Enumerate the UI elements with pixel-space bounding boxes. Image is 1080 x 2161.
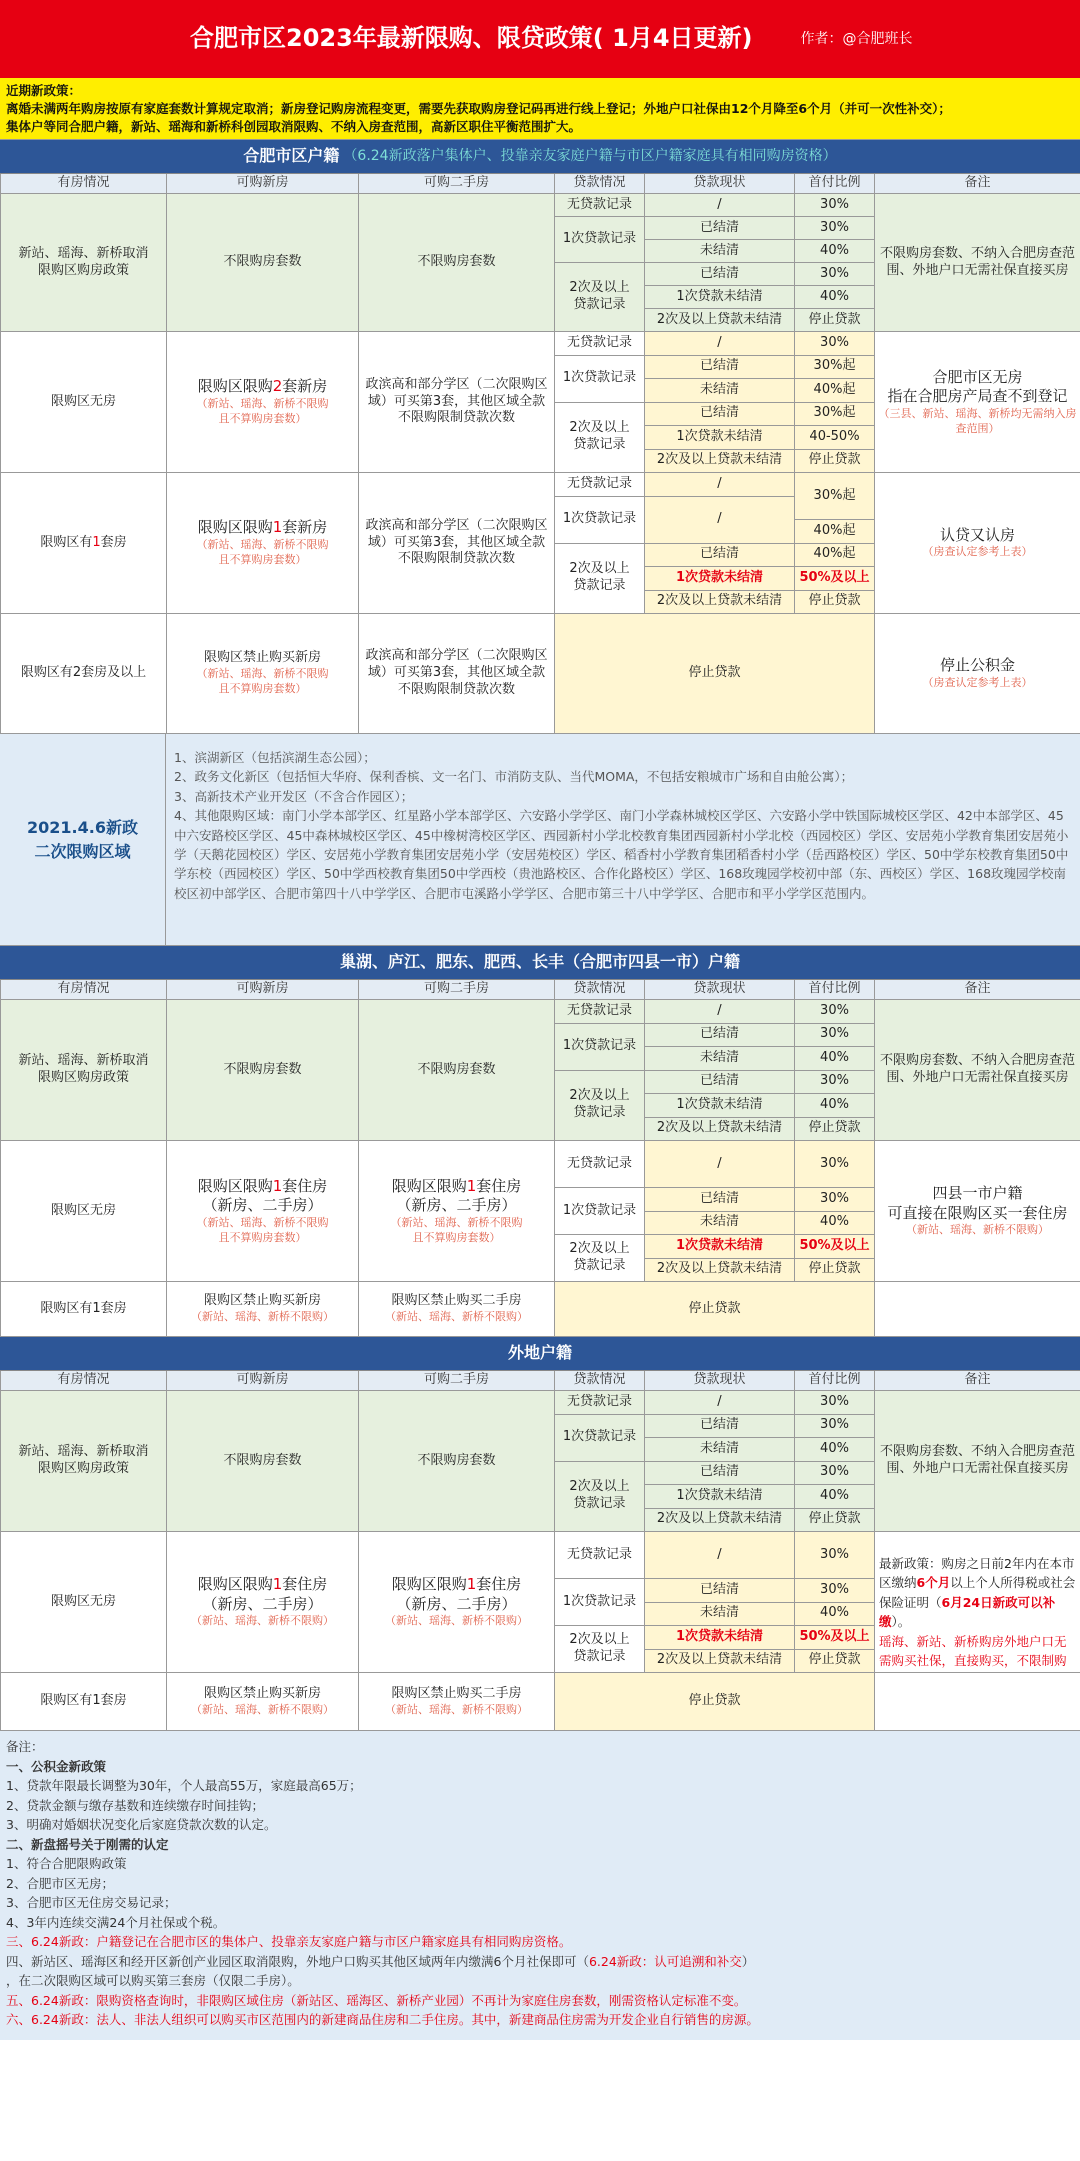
loan-once: 1次贷款记录 <box>555 356 645 403</box>
remark-cell: 不限购房套数、不纳入合肥房查范围、外地户口无需社保直接买房 <box>875 1000 1080 1141</box>
second-house-cell <box>359 1141 555 1282</box>
notes-item: ，在二次限购区域可以购买第三套房（仅限二手房）。 <box>6 1973 300 1988</box>
remark-text: ）。 <box>891 1614 911 1630</box>
new-limit-text: 限购区限购 <box>197 518 273 537</box>
down-payment: 30% <box>795 1141 875 1188</box>
loan-status: / <box>645 1532 795 1579</box>
down-payment: 50%及以上 <box>795 567 875 591</box>
col-header: 可购二手房 <box>359 174 555 194</box>
second-house-note: （新站、瑶海、新桥不限购） <box>385 1310 528 1324</box>
down-payment: 30% <box>795 1071 875 1095</box>
loan-status: 已结清 <box>645 1188 795 1212</box>
down-payment: 40% <box>795 1047 875 1071</box>
loan-status: 2次及以上贷款未结清 <box>645 1650 795 1674</box>
title-bar <box>0 0 1080 78</box>
loan-status: 1次贷款未结清 <box>645 1626 795 1650</box>
col-header: 可购新房 <box>167 174 359 194</box>
down-payment: 30% <box>795 1024 875 1048</box>
second-house-cell: 不限购房套数 <box>359 1391 555 1532</box>
down-payment: 停止贷款 <box>795 309 875 332</box>
zone-item: 3、高新技术产业开发区（不含合作园区）； <box>174 788 414 804</box>
loan-twice: 2次及以上 贷款记录 <box>555 1071 645 1142</box>
stop-loan-cell: 停止贷款 <box>555 614 875 734</box>
new-limit-count: 2 <box>272 377 283 396</box>
second-limit-text: 限购区限购 <box>391 1176 467 1195</box>
remark-highlight: 6个月 <box>916 1575 951 1591</box>
down-payment: 40%起 <box>795 520 875 544</box>
down-payment: 30% <box>795 332 875 356</box>
new-limit-unit: 套住房 <box>282 1176 328 1195</box>
second-house-sub: （新房、二手房） <box>396 1196 517 1215</box>
notes-item: 3、明确对婚姻状况变化后家庭贷款次数的认定。 <box>6 1817 277 1832</box>
col-header: 可购二手房 <box>359 1371 555 1391</box>
second-limit-text: 限购区限购 <box>391 1575 467 1594</box>
new-house-cell: 不限购房套数 <box>167 1000 359 1141</box>
loan-status: / <box>645 497 795 544</box>
notes-item: 3、合肥市区无住房交易记录； <box>6 1895 177 1910</box>
loan-status: 2次及以上贷款未结清 <box>645 1259 795 1283</box>
col-header: 有房情况 <box>1 1371 167 1391</box>
down-payment: 40% <box>795 1094 875 1118</box>
status-cell: 限购区有1套房 <box>1 1282 167 1337</box>
new-house-text: 限购区禁止购买新房 <box>203 1685 321 1701</box>
loan-status: 未结清 <box>645 379 795 403</box>
status-cell: 新站、瑶海、新桥取消 限购区购房政策 <box>1 1000 167 1141</box>
loan-status: 已结清 <box>645 356 795 380</box>
down-payment: 40% <box>795 1603 875 1627</box>
remark-line: 停止公积金 <box>939 656 1015 675</box>
down-payment: 30% <box>795 217 875 240</box>
zone-item: 4、其他限购区域：南门小学本部学区、红星路小学本部学区、六安路小学学区、南门小学森林城校区学区、六安路小学中铁国际城校区学区、42中本部学区、45中六安路校区学区、45中森林城校区学区、45中橡树湾校区学区、西园新村小学北校教育集团西园新村小学北校（西园校区）学区、安居苑小学教育集团安居苑小学（天鹅花园校区）学区、安居苑小学教育集团安居苑小学（安居苑校区）学区、稻香村小学教育集团稻香村小学（岳西路校区）学区、50中学东校教育集团50中学东校（西园校区）学区、50中学西校教育集团50中学西校（贵池路校区、合作化路校区）学区、168玫瑰园学校初中部（东、西校区）学区、168玫瑰园学校南校区初中部学区、合肥市第四十八中学学区、合肥市屯溪路小学学区、合肥市第三十八中学学区、合肥市和平小学学区范围内。 <box>174 808 1069 901</box>
down-payment: 30%起 <box>795 473 875 520</box>
second-house-text: 限购区禁止购买二手房 <box>391 1685 522 1701</box>
status-cell: 限购区无房 <box>1 332 167 473</box>
down-payment: 30%起 <box>795 356 875 380</box>
zone-label: 2021.4.6新政 二次限购区域 <box>0 734 166 945</box>
new-house-cell <box>167 332 359 473</box>
notes-item: 2、合肥市区无房； <box>6 1875 114 1891</box>
new-limit-unit: 套新房 <box>282 518 328 537</box>
second-limit-unit: 套住房 <box>476 1176 522 1195</box>
loan-status: 2次及以上贷款未结清 <box>645 450 795 474</box>
notes-item: 2、贷款金额与缴存基数和连续缴存时间挂钩； <box>6 1797 264 1813</box>
second-house-cell: 政滨高和部分学区（二次限购区域）可买第3套，其他区域全款不限购限制贷款次数 <box>359 332 555 473</box>
down-payment: 停止贷款 <box>795 591 875 615</box>
col-header: 有房情况 <box>1 980 167 1000</box>
down-payment: 30% <box>795 1391 875 1415</box>
loan-none: 无贷款记录 <box>555 1000 645 1024</box>
loan-once: 1次贷款记录 <box>555 1415 645 1462</box>
loan-none: 无贷款记录 <box>555 1391 645 1415</box>
hefei-table <box>0 174 1080 734</box>
new-limit-count: 1 <box>272 518 283 537</box>
remark-cell <box>875 614 1080 734</box>
status-text: 限购区有 <box>40 534 93 550</box>
page-title: 合肥市区2023年最新限购、限贷政策( 1月4日更新) <box>190 24 753 53</box>
loan-status: 已结清 <box>645 217 795 240</box>
notice-box <box>0 78 1080 140</box>
loan-status: 1次贷款未结清 <box>645 426 795 450</box>
notice-line-1: 离婚未满两年购房按原有家庭套数计算规定取消；新房登记购房流程变更，需要先获取购房登记码再进行线上登记；外地户口社保由12个月降至6个月（并可一次性补交）； <box>6 101 951 117</box>
zone-item: 1、滨湖新区（包括滨湖生态公园）； <box>174 750 376 765</box>
second-limit-unit: 套住房 <box>476 1575 522 1594</box>
new-limit-unit: 套新房 <box>282 377 328 396</box>
down-payment: 40%起 <box>795 544 875 568</box>
new-house-cell <box>167 473 359 614</box>
remark-cell <box>875 1141 1080 1282</box>
status-cell: 限购区有2套房及以上 <box>1 614 167 734</box>
down-payment: 40% <box>795 1485 875 1509</box>
col-header: 首付比例 <box>795 1371 875 1391</box>
notes-item: 1、贷款年限最长调整为30年，个人最高55万，家庭最高65万； <box>6 1778 362 1793</box>
loan-twice: 2次及以上 贷款记录 <box>555 544 645 615</box>
status-unit: 套房 <box>100 534 127 550</box>
notes-item: 三、6.24新政：户籍登记在合肥市区的集体户、投靠亲友家庭户籍与市区户籍家庭具有相同购房资格。 <box>6 1934 572 1949</box>
section-header-hefei <box>0 140 1080 174</box>
loan-status: 1次贷款未结清 <box>645 567 795 591</box>
notes-heading: 二、新盘摇号关于刚需的认定 <box>6 1836 169 1852</box>
section-header-counties <box>0 946 1080 980</box>
new-house-text: 限购区禁止购买新房 <box>203 650 321 666</box>
down-payment: 30% <box>795 1188 875 1212</box>
loan-status: 2次及以上贷款未结清 <box>645 1509 795 1533</box>
col-header: 备注 <box>875 174 1080 194</box>
stop-loan-cell: 停止贷款 <box>555 1282 875 1337</box>
remark-note: （房查认定参考上表） <box>922 675 1033 689</box>
new-house-note: （新站、瑶海、新桥不限购） <box>191 1702 334 1716</box>
second-house-note: （新站、瑶海、新桥不限购） <box>385 1702 528 1716</box>
loan-none: 无贷款记录 <box>555 473 645 497</box>
loan-status: 已结清 <box>645 403 795 427</box>
col-header: 可购新房 <box>167 980 359 1000</box>
status-cell: 限购区无房 <box>1 1532 167 1673</box>
new-house-note: （新站、瑶海、新桥不限购 且不算购房套数） <box>196 396 329 425</box>
new-house-cell <box>167 1282 359 1337</box>
notes-text: ） <box>741 1953 755 1969</box>
new-house-cell: 不限购房套数 <box>167 194 359 332</box>
loan-status: 1次贷款未结清 <box>645 1485 795 1509</box>
down-payment: 50%及以上 <box>795 1235 875 1259</box>
down-payment: 30% <box>795 1579 875 1603</box>
loan-status: 已结清 <box>645 1579 795 1603</box>
down-payment: 30% <box>795 1462 875 1486</box>
down-payment: 30% <box>795 263 875 286</box>
remark-line: 四县一市户籍 <box>932 1184 1023 1203</box>
col-header: 贷款现状 <box>645 980 795 1000</box>
down-payment: 停止贷款 <box>795 450 875 474</box>
second-limit-count: 1 <box>466 1575 477 1594</box>
second-house-text: 限购区禁止购买二手房 <box>391 1293 522 1309</box>
loan-status: / <box>645 1391 795 1415</box>
down-payment: 停止贷款 <box>795 1118 875 1142</box>
remark-red-note: 瑶海、新站、新桥购房外地户口无需购买社保，直接购买，不限制购 <box>879 1633 1067 1668</box>
new-house-cell <box>167 1673 359 1731</box>
loan-status: 未结清 <box>645 240 795 263</box>
remark-text: 以上个人所得税或社会保险证明（ <box>879 1575 1076 1610</box>
section-title: 外地户籍 <box>507 1343 572 1363</box>
remark-cell <box>875 1282 1080 1337</box>
status-cell <box>1 473 167 614</box>
new-limit-unit: 套住房 <box>282 1575 328 1594</box>
loan-once: 1次贷款记录 <box>555 217 645 263</box>
loan-none: 无贷款记录 <box>555 1141 645 1188</box>
remark-cell <box>875 1673 1080 1731</box>
remark-cell <box>875 1532 1080 1673</box>
loan-status: / <box>645 473 795 497</box>
second-limit-count: 1 <box>466 1176 477 1195</box>
loan-status: 未结清 <box>645 1438 795 1462</box>
col-header: 首付比例 <box>795 174 875 194</box>
down-payment: 30% <box>795 1000 875 1024</box>
remark-line: 认贷又认房 <box>939 525 1015 544</box>
down-payment: 40-50% <box>795 426 875 450</box>
section-header-nonlocal <box>0 1337 1080 1371</box>
loan-once: 1次贷款记录 <box>555 1188 645 1235</box>
new-limit-text: 限购区限购 <box>197 1176 273 1195</box>
col-header: 贷款现状 <box>645 1371 795 1391</box>
down-payment: 30%起 <box>795 403 875 427</box>
loan-once: 1次贷款记录 <box>555 1579 645 1626</box>
col-header: 贷款情况 <box>555 174 645 194</box>
nonlocal-table <box>0 1371 1080 1731</box>
notes-section <box>0 1731 1080 2040</box>
notes-highlight: 6.24新政：认可追溯和补交 <box>588 1953 742 1969</box>
remark-line: 可直接在限购区买一套住房 <box>887 1203 1068 1222</box>
stop-loan-cell: 停止贷款 <box>555 1673 875 1731</box>
status-cell: 新站、瑶海、新桥取消 限购区购房政策 <box>1 1391 167 1532</box>
new-limit-text: 限购区限购 <box>197 377 273 396</box>
col-header: 可购新房 <box>167 1371 359 1391</box>
new-house-cell <box>167 1141 359 1282</box>
col-header: 贷款现状 <box>645 174 795 194</box>
loan-status: / <box>645 1141 795 1188</box>
notes-text: 四、新站区、瑶海区和经开区新创产业园区取消限购，外地户口购买其他区域两年内缴满6个月社保即可（ <box>6 1953 589 1969</box>
loan-status: 已结清 <box>645 1071 795 1095</box>
loan-twice: 2次及以上 贷款记录 <box>555 403 645 474</box>
new-limit-text: 限购区限购 <box>197 1575 273 1594</box>
loan-status: / <box>645 1000 795 1024</box>
new-house-note: （新站、瑶海、新桥不限购 且不算购房套数） <box>196 1215 329 1244</box>
col-header: 备注 <box>875 1371 1080 1391</box>
loan-status: / <box>645 194 795 217</box>
col-header: 贷款情况 <box>555 980 645 1000</box>
notice-line-2: 集体户等同合肥户籍，新站、瑶海和新桥科创园取消限购、不纳入房查范围，高新区职住平衡范围扩大。 <box>6 119 582 135</box>
new-limit-count: 1 <box>272 1575 283 1594</box>
loan-twice: 2次及以上 贷款记录 <box>555 263 645 332</box>
down-payment: 50%及以上 <box>795 1626 875 1650</box>
second-house-note: （新站、瑶海、新桥不限购） <box>385 1614 528 1628</box>
author-label: 作者：@合肥班长 <box>800 30 913 47</box>
second-house-cell <box>359 1673 555 1731</box>
section-subtitle: （6.24新政落户集体户、投靠亲友家庭户籍与市区户籍家庭具有相同购房资格） <box>343 148 837 165</box>
notice-title: 近期新政策： <box>6 83 82 98</box>
down-payment: 40% <box>795 1212 875 1236</box>
loan-status: 已结清 <box>645 1462 795 1486</box>
loan-none: 无贷款记录 <box>555 1532 645 1579</box>
down-payment: 30% <box>795 1415 875 1439</box>
remark-note: （房查认定参考上表） <box>922 545 1033 559</box>
col-header: 贷款情况 <box>555 1371 645 1391</box>
col-header: 首付比例 <box>795 980 875 1000</box>
section-title: 合肥市区户籍 <box>243 146 340 166</box>
down-payment: 停止贷款 <box>795 1259 875 1283</box>
new-house-cell: 不限购房套数 <box>167 1391 359 1532</box>
zone-list <box>166 734 1080 945</box>
loan-status: 已结清 <box>645 1415 795 1439</box>
down-payment: 停止贷款 <box>795 1650 875 1674</box>
notes-heading: 一、公积金新政策 <box>6 1758 107 1774</box>
status-cell: 新站、瑶海、新桥取消 限购区购房政策 <box>1 194 167 332</box>
loan-once: 1次贷款记录 <box>555 1024 645 1071</box>
loan-status: 已结清 <box>645 1024 795 1048</box>
loan-status: 未结清 <box>645 1047 795 1071</box>
loan-status: 已结清 <box>645 263 795 286</box>
remark-cell: 不限购房套数、不纳入合肥房查范围、外地户口无需社保直接买房 <box>875 194 1080 332</box>
loan-none: 无贷款记录 <box>555 332 645 356</box>
notes-item: 4、3年内连续交满24个月社保或个税。 <box>6 1914 226 1930</box>
loan-twice: 2次及以上 贷款记录 <box>555 1462 645 1533</box>
new-house-sub: （新房、二手房） <box>202 1594 323 1613</box>
loan-twice: 2次及以上 贷款记录 <box>555 1235 645 1282</box>
new-house-cell <box>167 1532 359 1673</box>
down-payment: 停止贷款 <box>795 1509 875 1533</box>
new-house-note: （新站、瑶海、新桥不限购 且不算购房套数） <box>196 667 329 695</box>
remark-note: （三县、新站、瑶海、新桥均无需纳入房查范围） <box>878 406 1077 435</box>
loan-status: 未结清 <box>645 1603 795 1627</box>
status-count: 1 <box>92 534 101 550</box>
notes-item: 六、6.24新政：法人、非法人组织可以购买市区范围内的新建商品住房和二手住房。其中，新建商品住房需为开发企业自行销售的房源。 <box>6 2012 759 2027</box>
notes-title: 备注： <box>6 1739 44 1754</box>
second-house-cell <box>359 1532 555 1673</box>
remark-cell: 不限购房套数、不纳入合肥房查范围、外地户口无需社保直接买房 <box>875 1391 1080 1532</box>
down-payment: 40%起 <box>795 379 875 403</box>
section-title: 巢湖、庐江、肥东、肥西、长丰（合肥市四县一市）户籍 <box>339 952 740 972</box>
loan-status: 2次及以上贷款未结清 <box>645 591 795 615</box>
loan-status: 未结清 <box>645 1212 795 1236</box>
remark-note: （新站、瑶海、新桥不限购） <box>906 1223 1049 1237</box>
down-payment: 30% <box>795 194 875 217</box>
second-house-cell: 政滨高和部分学区（二次限购区域）可买第3套，其他区域全款不限购限制贷款次数 <box>359 614 555 734</box>
loan-status: 已结清 <box>645 544 795 568</box>
new-house-text: 限购区禁止购买新房 <box>203 1293 321 1309</box>
second-house-cell: 不限购房套数 <box>359 194 555 332</box>
second-limit-zone <box>0 734 1080 946</box>
remark-text: 最新政策：购房之日前2年内在本市区缴纳 <box>879 1556 1075 1591</box>
second-house-cell: 不限购房套数 <box>359 1000 555 1141</box>
new-house-note: （新站、瑶海、新桥不限购） <box>191 1614 334 1628</box>
new-house-cell <box>167 614 359 734</box>
notes-item: 五、6.24新政：限购资格查询时，非限购区域住房（新站区、瑶海区、新桥产业园）不再计为家庭住房套数，刚需资格认定标准不变。 <box>6 1992 747 2008</box>
down-payment: 40% <box>795 1438 875 1462</box>
loan-status: 1次贷款未结清 <box>645 286 795 309</box>
second-house-sub: （新房、二手房） <box>396 1594 517 1613</box>
new-house-note: （新站、瑶海、新桥不限购） <box>191 1310 334 1324</box>
notes-item: 1、符合合肥限购政策 <box>6 1856 127 1871</box>
second-house-cell: 政滨高和部分学区（二次限购区域）可买第3套，其他区域全款不限购限制贷款次数 <box>359 473 555 614</box>
second-house-cell <box>359 1282 555 1337</box>
new-house-sub: （新房、二手房） <box>202 1196 323 1215</box>
remark-line: 指在合肥房产局查不到登记 <box>887 387 1068 406</box>
notes-item <box>6 1952 1074 1972</box>
loan-status: 1次贷款未结清 <box>645 1235 795 1259</box>
remark-cell <box>875 473 1080 614</box>
down-payment: 40% <box>795 240 875 263</box>
status-cell: 限购区无房 <box>1 1141 167 1282</box>
loan-none: 无贷款记录 <box>555 194 645 217</box>
remark-highlight: 6月24日新政可以补缴 <box>879 1594 1056 1630</box>
loan-twice: 2次及以上 贷款记录 <box>555 1626 645 1673</box>
loan-status: 2次及以上贷款未结清 <box>645 309 795 332</box>
col-header: 备注 <box>875 980 1080 1000</box>
loan-status: 1次贷款未结清 <box>645 1094 795 1118</box>
loan-once: 1次贷款记录 <box>555 497 645 544</box>
counties-table <box>0 980 1080 1337</box>
down-payment: 30% <box>795 1532 875 1579</box>
remark-line: 合肥市区无房 <box>932 367 1023 386</box>
col-header: 可购二手房 <box>359 980 555 1000</box>
col-header: 有房情况 <box>1 174 167 194</box>
new-limit-count: 1 <box>272 1176 283 1195</box>
down-payment: 40% <box>795 286 875 309</box>
second-house-note: （新站、瑶海、新桥不限购 且不算购房套数） <box>390 1215 523 1244</box>
remark-cell <box>875 332 1080 473</box>
new-house-note: （新站、瑶海、新桥不限购 且不算购房套数） <box>196 537 329 566</box>
loan-status: / <box>645 332 795 356</box>
loan-status: 2次及以上贷款未结清 <box>645 1118 795 1142</box>
zone-item: 2、政务文化新区（包括恒大华府、保利香槟、文一名门、市消防支队、当代MOMA，不包括安粮城市广场和自由舱公寓）； <box>174 769 854 785</box>
status-cell: 限购区有1套房 <box>1 1673 167 1731</box>
